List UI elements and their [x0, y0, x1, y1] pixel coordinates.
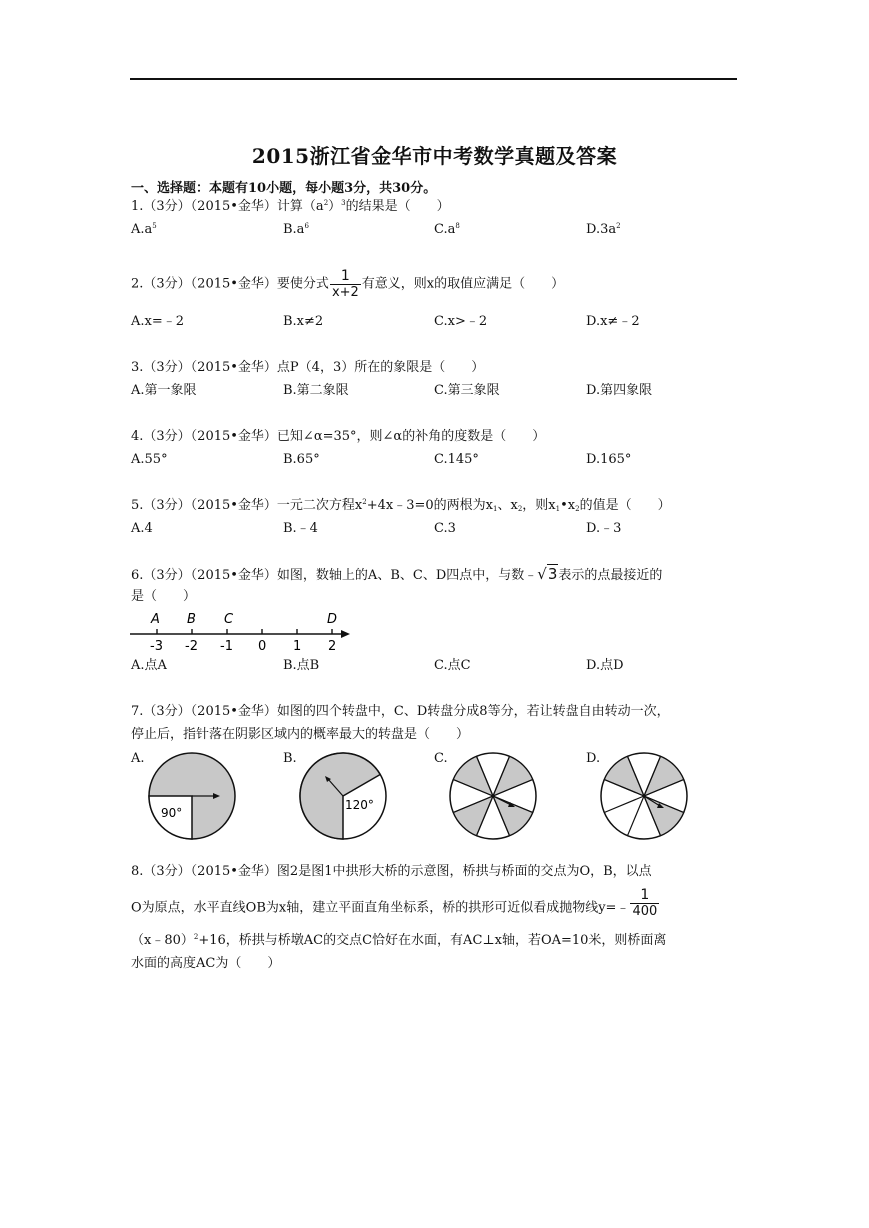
question-6-line-2: 是（ ） — [131, 589, 197, 604]
tick-label: -1 — [220, 639, 233, 654]
q2-option-a: A.x=﹣2 — [131, 314, 185, 329]
q6-option-a: A.点A — [131, 658, 167, 673]
q1-option-a: $A.a^5$ — [131, 222, 157, 237]
q4-option-c: C.145° — [434, 452, 479, 467]
spinner-c — [447, 751, 541, 841]
q6-option-d: D.点D — [586, 658, 624, 673]
q6-option-b: B.点B — [283, 658, 320, 673]
question-8-line-3: （x﹣80）$^2$+16，桥拱与桥墩AC的交点C恰好在水面，有AC⊥x轴，若OA=10米，则桥面离 — [131, 933, 667, 948]
sqrt-symbol: √3 — [537, 565, 558, 583]
spinner-a — [146, 751, 240, 841]
tick-label: 0 — [258, 639, 267, 654]
section-heading: 一、选择题：本题有10小题，每小题3分，共30分。 — [131, 181, 437, 196]
q6-option-c: C.点C — [434, 658, 471, 673]
q1-option-c: $C.a^8$ — [434, 222, 460, 237]
spinner-b — [297, 751, 391, 841]
point-label-d: D — [327, 612, 338, 627]
question-8: 8.（3分）（2015•金华）图2是图1中拱形大桥的示意图，桥拱与桥面的交点为O，B，以点 — [131, 864, 652, 879]
question-8-line-2: O为原点，水平直线OB为x轴，建立平面直角坐标系，桥的拱形可近似看成抛物线y=﹣ $\frac{1}{400}$ — [131, 887, 658, 919]
question-6: 6.（3分）（2015•金华）如图，数轴上的A、B、C、D四点中，与数﹣√3表示的点最接近的 — [131, 565, 663, 583]
q7-option-d: D. — [586, 751, 601, 766]
q7-option-c: C. — [434, 751, 448, 766]
angle-label-b: 120° — [345, 798, 374, 812]
fraction: $\frac{1}{400}$ — [632, 887, 658, 919]
tick-label: 2 — [328, 639, 337, 654]
question-1: 1.（3分）（2015•金华）计算$(a^2)^3$的结果是（ ） — [131, 199, 450, 214]
q3-option-b: B.第二象限 — [283, 383, 349, 398]
q5-option-d: D.﹣3 — [586, 521, 622, 536]
question-7-line-2: 停止后，指针落在阴影区域内的概率最大的转盘是（ ） — [131, 727, 470, 742]
question-3: 3.（3分）（2015•金华）点P（4，3）所在的象限是（ ） — [131, 360, 485, 375]
q5-option-c: C.3 — [434, 521, 456, 536]
q3-option-d: D.第四象限 — [586, 383, 653, 398]
point-label-c: C — [224, 612, 234, 627]
number-line-figure — [128, 608, 358, 656]
angle-label-a: 90° — [161, 806, 183, 820]
q7-option-a: A. — [131, 751, 145, 766]
q5-option-b: B.﹣4 — [283, 521, 318, 536]
point-label-b: B — [187, 612, 196, 627]
q5-option-a: A.4 — [131, 521, 153, 536]
page-title: 2015浙江省金华市中考数学真题及答案 — [251, 144, 618, 168]
q2-option-b: B.x≠2 — [283, 314, 324, 329]
point-label-a: A — [151, 612, 160, 627]
question-7: 7.（3分）（2015•金华）如图的四个转盘中，C、D转盘分成8等分，若让转盘自由转动一次， — [131, 704, 670, 719]
q2-option-c: C.x>﹣2 — [434, 314, 488, 329]
tick-label: 1 — [293, 639, 302, 654]
q1-option-d: $D.3a^2$ — [586, 222, 621, 237]
q4-option-a: A.55° — [131, 452, 168, 467]
question-4: 4.（3分）（2015•金华）已知∠α=35°，则∠α的补角的度数是（ ） — [131, 429, 546, 444]
question-5: 5.（3分）（2015•金华）一元二次方程$x^2+4x﹣3=0$的两根为$x_1$、$x_2$，则$x_1•x_2$的值是（ ） — [131, 498, 671, 513]
q4-option-d: D.165° — [586, 452, 632, 467]
question-8-line-4: 水面的高度AC为（ ） — [131, 956, 281, 971]
spinner-d — [598, 751, 692, 841]
tick-label: -2 — [185, 639, 198, 654]
question-2: 2.（3分）（2015•金华）要使分式 $\frac{1}{x+2}$ 有意义，则x的取值应满足（ ） — [131, 268, 565, 300]
q2-option-d: D.x≠﹣2 — [586, 314, 640, 329]
header-rule — [130, 78, 737, 80]
q3-option-c: C.第三象限 — [434, 383, 500, 398]
q4-option-b: B.65° — [283, 452, 320, 467]
q7-option-b: B. — [283, 751, 297, 766]
tick-label: -3 — [150, 639, 163, 654]
q1-option-b: $B.a^6$ — [283, 222, 309, 237]
q3-option-a: A.第一象限 — [131, 383, 197, 398]
fraction: $\frac{1}{x+2}$ — [331, 268, 359, 300]
